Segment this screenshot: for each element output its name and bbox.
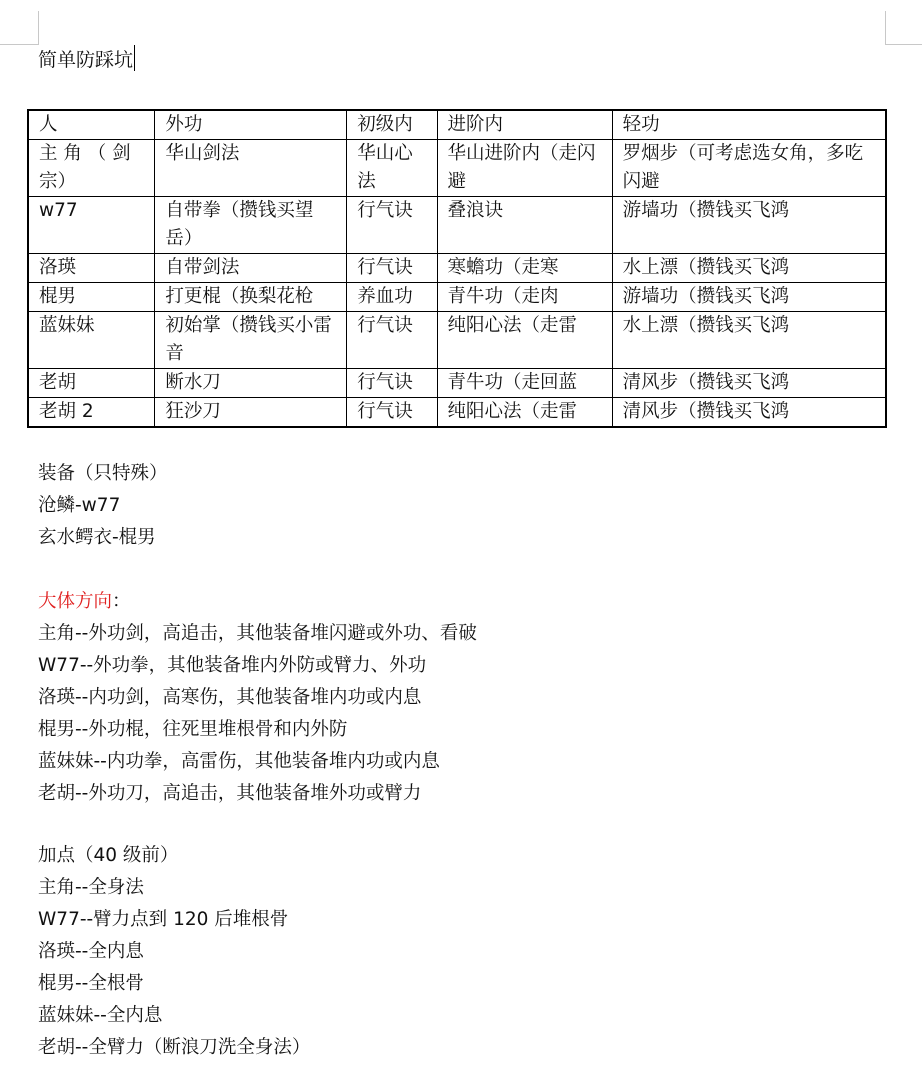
table-cell: 狂沙刀 <box>155 398 347 428</box>
table-cell: 行气诀 <box>347 369 437 398</box>
table-cell: 洛瑛 <box>28 254 155 283</box>
direction-line: 棍男--外功棍，往死里堆根骨和内外防 <box>38 719 348 740</box>
table-cell: 老胡 2 <box>28 398 155 428</box>
table-cell: 游墙功（攒钱买飞鸿 <box>612 197 886 254</box>
table-cell: w77 <box>28 197 155 254</box>
skills-table <box>27 109 887 428</box>
equipment-heading: 装备（只特殊） <box>38 463 168 484</box>
direction-line: 洛瑛--内功剑，高寒伤，其他装备堆内功或内息 <box>38 687 422 708</box>
points-line: 洛瑛--全内息 <box>38 941 144 962</box>
table-cell: 行气诀 <box>347 312 437 369</box>
table-cell: 游墙功（攒钱买飞鸿 <box>612 283 886 312</box>
table-cell: 养血功 <box>347 283 437 312</box>
direction-heading <box>38 586 898 618</box>
table-row <box>28 197 886 254</box>
table-row <box>28 398 886 428</box>
table-cell: 行气诀 <box>347 254 437 283</box>
table-cell: 纯阳心法（走雷 <box>437 398 612 428</box>
table-row <box>28 369 886 398</box>
direction-section <box>38 586 898 810</box>
table-cell: 行气诀 <box>347 398 437 428</box>
table-row <box>28 140 886 197</box>
table-cell: 叠浪诀 <box>437 197 612 254</box>
table-cell: 清风步（攒钱买飞鸿 <box>612 369 886 398</box>
crop-mark-top-left <box>0 11 39 45</box>
points-line: 棍男--全根骨 <box>38 973 144 994</box>
table-cell: 打更棍（换梨花枪 <box>155 283 347 312</box>
points-line: W77--臂力点到 120 后堆根骨 <box>38 909 289 930</box>
table-cell: 老胡 <box>28 369 155 398</box>
table-cell: 华山剑法 <box>155 140 347 197</box>
table-cell: 断水刀 <box>155 369 347 398</box>
table-cell: 纯阳心法（走雷 <box>437 312 612 369</box>
table-cell: 行气诀 <box>347 197 437 254</box>
table-cell: 华山心法 <box>347 140 437 197</box>
direction-line: 老胡--外功刀，高追击，其他装备堆外功或臂力 <box>38 783 422 804</box>
table-row <box>28 254 886 283</box>
points-heading: 加点（40 级前） <box>38 845 179 866</box>
crop-mark-top-right <box>885 11 922 45</box>
table-cell: 水上漂（攒钱买飞鸿 <box>612 312 886 369</box>
table-cell: 水上漂（攒钱买飞鸿 <box>612 254 886 283</box>
table-cell: 棍男 <box>28 283 155 312</box>
equipment-section <box>38 458 898 554</box>
table-cell: 青牛功（走回蓝 <box>437 369 612 398</box>
table-cell: 蓝妹妹 <box>28 312 155 369</box>
table-header-cell: 轻功 <box>612 110 886 140</box>
skills-table-body <box>28 110 886 427</box>
table-cell: 清风步（攒钱买飞鸿 <box>612 398 886 428</box>
equipment-line: 沧鳞-w77 <box>38 495 121 516</box>
table-cell: 寒蟾功（走寒 <box>437 254 612 283</box>
direction-line: 蓝妹妹--内功拳，高雷伤，其他装备堆内功或内息 <box>38 751 440 772</box>
table-cell: 罗烟步（可考虑选女角，多吃闪避 <box>612 140 886 197</box>
table-header-cell: 初级内 <box>347 110 437 140</box>
direction-line: W77--外功拳，其他装备堆内外防或臂力、外功 <box>38 655 427 676</box>
document-body[interactable] <box>38 44 898 1058</box>
doc-title[interactable] <box>38 44 135 76</box>
table-row <box>28 283 886 312</box>
table-header-cell: 进阶内 <box>437 110 612 140</box>
table-row <box>28 312 886 369</box>
points-line: 老胡--全臂力（断浪刀洗全身法） <box>38 1037 311 1058</box>
direction-line: 主角--外功剑，高追击，其他装备堆闪避或外功、看破 <box>38 623 477 644</box>
points-section <box>38 840 898 1064</box>
table-cell: 华山进阶内（走闪避 <box>437 140 612 197</box>
text-cursor <box>134 45 135 71</box>
table-header-row <box>28 110 886 140</box>
doc-title-text: 简单防踩坑 <box>38 49 134 71</box>
equipment-line: 玄水鳄衣-棍男 <box>38 527 156 548</box>
table-cell: 青牛功（走肉 <box>437 283 612 312</box>
points-line: 蓝妹妹--全内息 <box>38 1005 163 1026</box>
table-cell: 自带拳（攒钱买望岳） <box>155 197 347 254</box>
direction-heading-text: 大体方向 <box>38 591 113 612</box>
table-cell: 自带剑法 <box>155 254 347 283</box>
table-cell: 初始掌（攒钱买小雷音 <box>155 312 347 369</box>
table-cell: 主 角 （ 剑 宗） <box>28 140 155 197</box>
table-header-cell: 外功 <box>155 110 347 140</box>
table-header-cell: 人 <box>28 110 155 140</box>
direction-heading-colon: ： <box>112 591 131 612</box>
points-line: 主角--全身法 <box>38 877 144 898</box>
